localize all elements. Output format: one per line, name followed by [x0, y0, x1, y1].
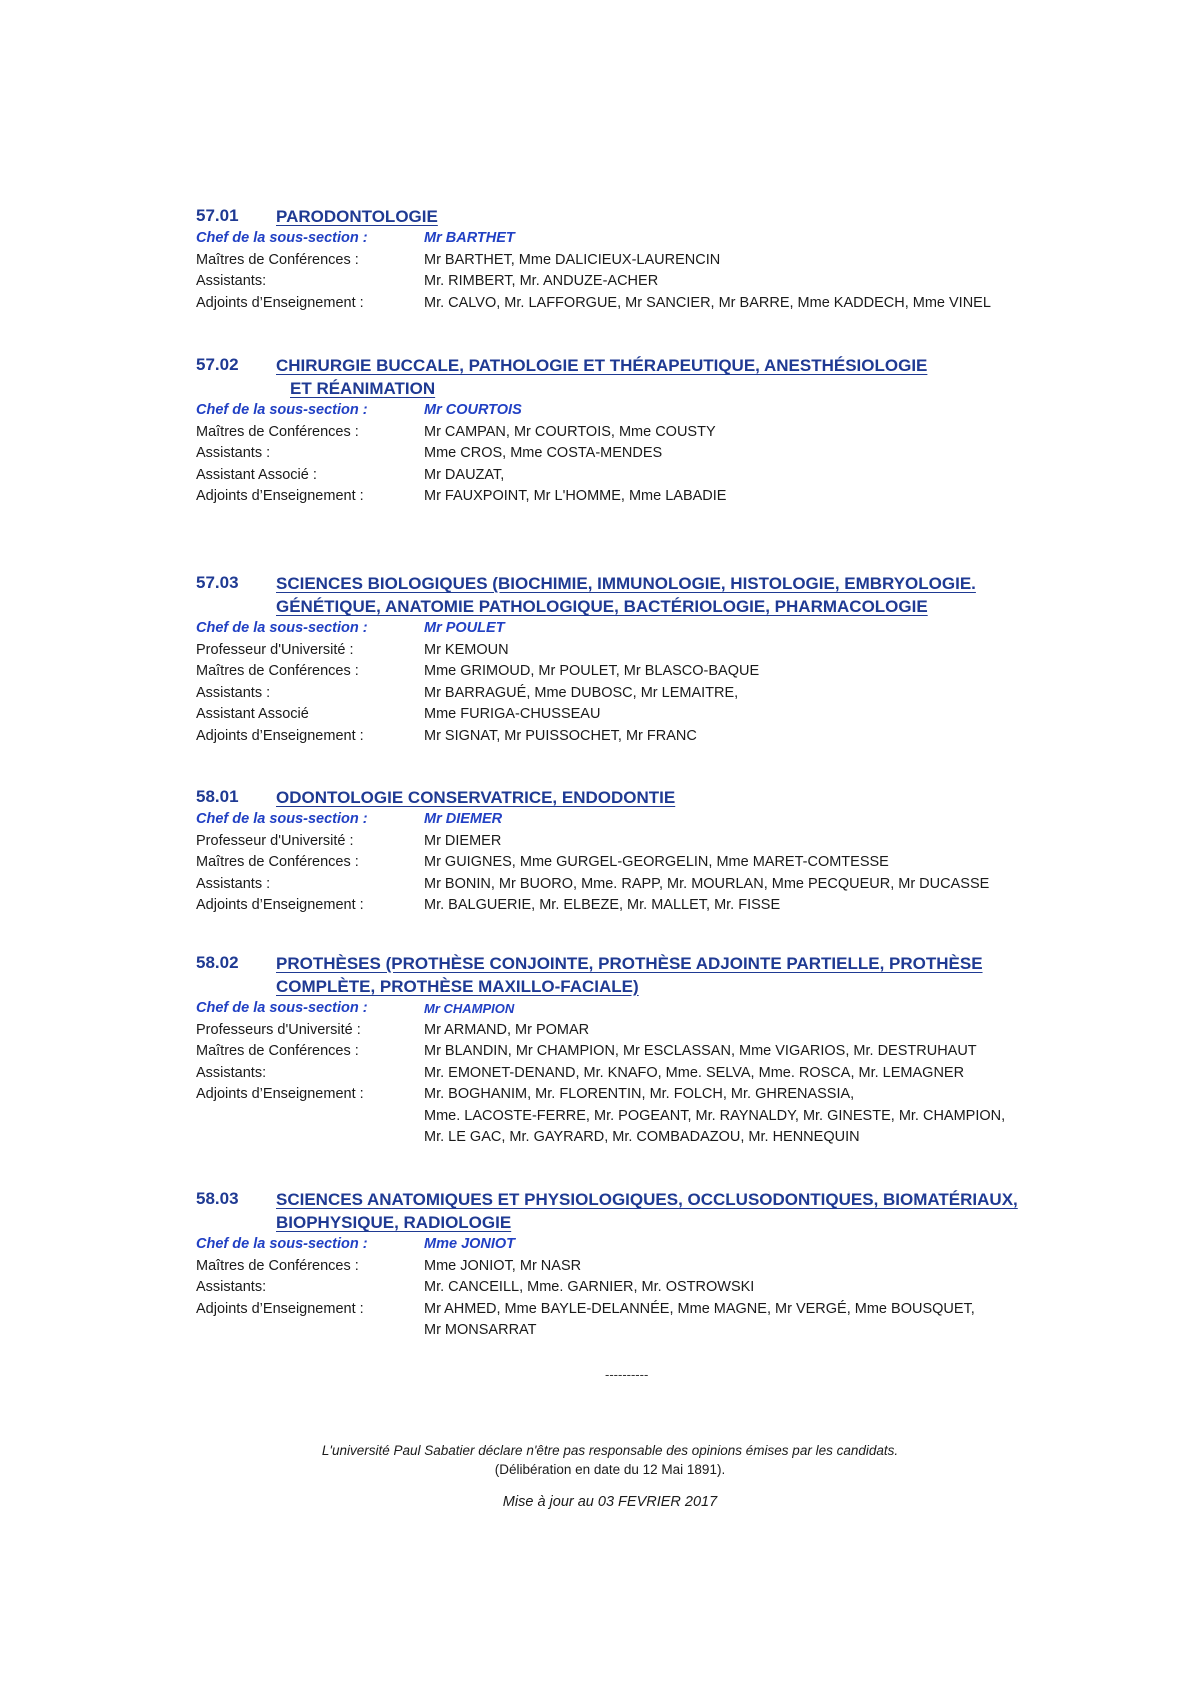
role-label: Adjoints d’Enseignement :	[196, 488, 364, 504]
staff-row	[196, 874, 1076, 896]
role-label: Assistants:	[196, 273, 267, 289]
section-heading	[196, 952, 1076, 998]
staff-row	[196, 1041, 1076, 1063]
section-title-line: BIOPHYSIQUE, RADIOLOGIE	[276, 1213, 512, 1232]
staff-row	[196, 271, 1076, 293]
staff-names: Mr KEMOUN	[424, 641, 509, 658]
chef-name: Mme JONIOT	[424, 1236, 516, 1252]
section-58-01	[196, 786, 1076, 917]
section-rows	[196, 1234, 1076, 1342]
staff-row	[196, 1106, 1076, 1128]
chef-name: Mr DIEMER	[424, 811, 503, 827]
role-label: Assistant Associé :	[196, 466, 317, 483]
chef-row	[196, 618, 1076, 640]
staff-names: Mr ARMAND, Mr POMAR	[424, 1021, 590, 1038]
staff-names: Mme. LACOSTE-FERRE, Mr. POGEANT, Mr. RAYNALDY, Mr. GINESTE, Mr. CHAMPION,	[424, 1107, 1006, 1124]
staff-row	[196, 1020, 1076, 1042]
section-heading	[196, 205, 1076, 228]
section-title-line: SCIENCES ANATOMIQUES ET PHYSIOLOGIQUES, OCCLUSODONTIQUES, BIOMATÉRIAUX,	[276, 1190, 1018, 1209]
chef-row	[196, 809, 1076, 831]
role-label: Assistants:	[196, 1064, 267, 1081]
staff-names: Mr MONSARRAT	[424, 1322, 537, 1338]
footer-update-date: Mise à jour au 03 FEVRIER 2017	[502, 1494, 718, 1510]
staff-names: Mme GRIMOUD, Mr POULET, Mr BLASCO-BAQUE	[424, 663, 760, 679]
role-label: Adjoints d’Enseignement :	[196, 1300, 364, 1317]
staff-names: Mr. RIMBERT, Mr. ANDUZE-ACHER	[424, 273, 659, 289]
staff-names: Mr FAUXPOINT, Mr L'HOMME, Mme LABADIE	[424, 488, 727, 504]
role-label: Maîtres de Conférences :	[196, 854, 359, 870]
staff-row	[196, 1127, 1076, 1149]
staff-row	[196, 250, 1076, 272]
role-label: Professeur d'Université :	[196, 641, 354, 658]
section-title	[276, 205, 438, 228]
role-label: Professeur d'Université :	[196, 832, 354, 849]
staff-row	[196, 704, 1076, 726]
section-code: 57.01	[196, 206, 239, 225]
staff-names: Mr GUIGNES, Mme GURGEL-GEORGELIN, Mme MARET-COMTESSE	[424, 854, 889, 870]
role-label	[196, 1106, 424, 1128]
section-57-03	[196, 572, 1076, 747]
role-label: Assistants :	[196, 875, 271, 892]
section-58-03	[196, 1188, 1076, 1342]
role-label: Adjoints d’Enseignement :	[196, 294, 364, 311]
staff-names: Mr. EMONET-DENAND, Mr. KNAFO, Mme. SELVA, Mme. ROSCA, Mr. LEMAGNER	[424, 1064, 965, 1081]
chef-name: Mr POULET	[424, 620, 505, 636]
section-code: 58.03	[196, 1189, 239, 1208]
staff-names: Mr BARTHET, Mme DALICIEUX-LAURENCIN	[424, 251, 721, 268]
role-label: Maîtres de Conférences :	[196, 1043, 359, 1059]
chef-row	[196, 400, 1076, 422]
chef-label: Chef de la sous-section :	[196, 230, 368, 246]
staff-row	[196, 1256, 1076, 1278]
section-rows	[196, 809, 1076, 917]
staff-names: Mr. LE GAC, Mr. GAYRARD, Mr. COMBADAZOU, Mr. HENNEQUIN	[424, 1129, 860, 1145]
section-57-01	[196, 205, 1076, 314]
staff-row	[196, 852, 1076, 874]
staff-names: Mr. CALVO, Mr. LAFFORGUE, Mr SANCIER, Mr BARRE, Mme KADDECH, Mme VINEL	[424, 294, 991, 311]
section-title-line: GÉNÉTIQUE, ANATOMIE PATHOLOGIQUE, BACTÉRIOLOGIE, PHARMACOLOGIE	[276, 597, 928, 616]
section-code: 58.02	[196, 953, 239, 972]
section-heading	[196, 1188, 1076, 1234]
staff-row	[196, 465, 1076, 487]
chef-label: Chef de la sous-section :	[196, 811, 368, 827]
staff-row	[196, 895, 1076, 917]
staff-row	[196, 1084, 1076, 1106]
section-rows	[196, 618, 1076, 747]
section-title	[276, 952, 983, 998]
section-title	[276, 354, 927, 400]
role-label: Adjoints d’Enseignement :	[196, 1086, 364, 1102]
staff-names: Mr BARRAGUÉ, Mme DUBOSC, Mr LEMAITRE,	[424, 684, 739, 701]
section-57-02	[196, 354, 1076, 508]
staff-row	[196, 1277, 1076, 1299]
chef-label: Chef de la sous-section :	[196, 1000, 368, 1016]
staff-row	[196, 486, 1076, 508]
role-label: Adjoints d’Enseignement :	[196, 727, 364, 744]
staff-row	[196, 1299, 1076, 1321]
role-label	[196, 1127, 424, 1149]
section-title-line: PROTHÈSES (PROTHÈSE CONJOINTE, PROTHÈSE ADJOINTE PARTIELLE, PROTHÈSE	[276, 954, 983, 973]
staff-row	[196, 293, 1076, 315]
section-title	[276, 786, 675, 809]
role-label: Maîtres de Conférences :	[196, 1257, 359, 1274]
chef-label: Chef de la sous-section :	[196, 1236, 368, 1252]
role-label: Assistants :	[196, 445, 271, 461]
section-code: 57.03	[196, 573, 239, 592]
role-label: Maîtres de Conférences :	[196, 423, 359, 440]
chef-name: Mr CHAMPION	[424, 1001, 515, 1016]
section-separator: ----------	[605, 1367, 649, 1382]
section-code: 58.01	[196, 787, 239, 806]
role-label: Adjoints d’Enseignement :	[196, 897, 364, 913]
section-title-line: CHIRURGIE BUCCALE, PATHOLOGIE ET THÉRAPEUTIQUE, ANESTHÉSIOLOGIE	[276, 356, 928, 375]
role-label: Maîtres de Conférences :	[196, 251, 359, 268]
section-rows	[196, 998, 1076, 1149]
role-label: Assistant Associé	[196, 706, 309, 722]
section-title-line: SCIENCES BIOLOGIQUES (BIOCHIMIE, IMMUNOLOGIE, HISTOLOGIE, EMBRYOLOGIE.	[276, 574, 976, 593]
section-title	[276, 572, 976, 618]
staff-names: Mr. CANCEILL, Mme. GARNIER, Mr. OSTROWSKI	[424, 1279, 755, 1295]
chef-row	[196, 998, 1076, 1020]
footer-disclaimer: L'université Paul Sabatier déclare n'être pas responsable des opinions émises par les candidats.	[321, 1443, 899, 1458]
section-58-02	[196, 952, 1076, 1149]
staff-row	[196, 443, 1076, 465]
staff-row	[196, 661, 1076, 683]
section-heading	[196, 354, 1076, 400]
staff-names: Mme JONIOT, Mr NASR	[424, 1257, 582, 1274]
section-rows	[196, 228, 1076, 314]
staff-names: Mr AHMED, Mme BAYLE-DELANNÉE, Mme MAGNE, Mr VERGÉ, Mme BOUSQUET,	[424, 1300, 975, 1317]
staff-names: Mr CAMPAN, Mr COURTOIS, Mme COUSTY	[424, 423, 716, 440]
section-title-line: ET RÉANIMATION	[290, 379, 436, 398]
staff-row	[196, 683, 1076, 705]
chef-label: Chef de la sous-section :	[196, 402, 368, 418]
chef-name: Mr BARTHET	[424, 230, 515, 246]
staff-names: Mr DIEMER	[424, 832, 502, 849]
section-title-line: ODONTOLOGIE CONSERVATRICE, ENDODONTIE	[276, 788, 676, 807]
chef-name: Mr COURTOIS	[424, 402, 522, 418]
staff-row	[196, 1063, 1076, 1085]
role-label	[196, 1320, 424, 1342]
role-label: Maîtres de Conférences :	[196, 663, 359, 679]
role-label: Assistants:	[196, 1279, 267, 1295]
staff-names: Mr SIGNAT, Mr PUISSOCHET, Mr FRANC	[424, 727, 697, 744]
chef-label: Chef de la sous-section :	[196, 620, 368, 636]
staff-names: Mr DAUZAT,	[424, 466, 505, 483]
staff-names: Mr BLANDIN, Mr CHAMPION, Mr ESCLASSAN, Mme VIGARIOS, Mr. DESTRUHAUT	[424, 1043, 977, 1059]
role-label: Assistants :	[196, 684, 271, 701]
footer-deliberation: (Délibération en date du 12 Mai 1891).	[494, 1462, 726, 1477]
staff-row	[196, 831, 1076, 853]
section-heading	[196, 786, 1076, 809]
section-code: 57.02	[196, 355, 239, 374]
staff-names: Mr. BALGUERIE, Mr. ELBEZE, Mr. MALLET, Mr. FISSE	[424, 897, 781, 913]
staff-names: Mme FURIGA-CHUSSEAU	[424, 706, 601, 722]
staff-names: Mr BONIN, Mr BUORO, Mme. RAPP, Mr. MOURLAN, Mme PECQUEUR, Mr DUCASSE	[424, 875, 990, 892]
chef-row	[196, 1234, 1076, 1256]
staff-row	[196, 726, 1076, 748]
section-rows	[196, 400, 1076, 508]
staff-row	[196, 422, 1076, 444]
staff-row	[196, 640, 1076, 662]
footer	[200, 1441, 1020, 1512]
section-title-line: PARODONTOLOGIE	[276, 207, 438, 226]
section-title	[276, 1188, 1018, 1234]
staff-row	[196, 1320, 1076, 1342]
section-title-line: COMPLÈTE, PROTHÈSE MAXILLO-FACIALE)	[276, 977, 639, 996]
staff-names: Mr. BOGHANIM, Mr. FLORENTIN, Mr. FOLCH, Mr. GHRENASSIA,	[424, 1086, 855, 1102]
section-heading	[196, 572, 1076, 618]
chef-row	[196, 228, 1076, 250]
role-label: Professeurs d'Université :	[196, 1021, 361, 1038]
staff-names: Mme CROS, Mme COSTA-MENDES	[424, 445, 663, 461]
